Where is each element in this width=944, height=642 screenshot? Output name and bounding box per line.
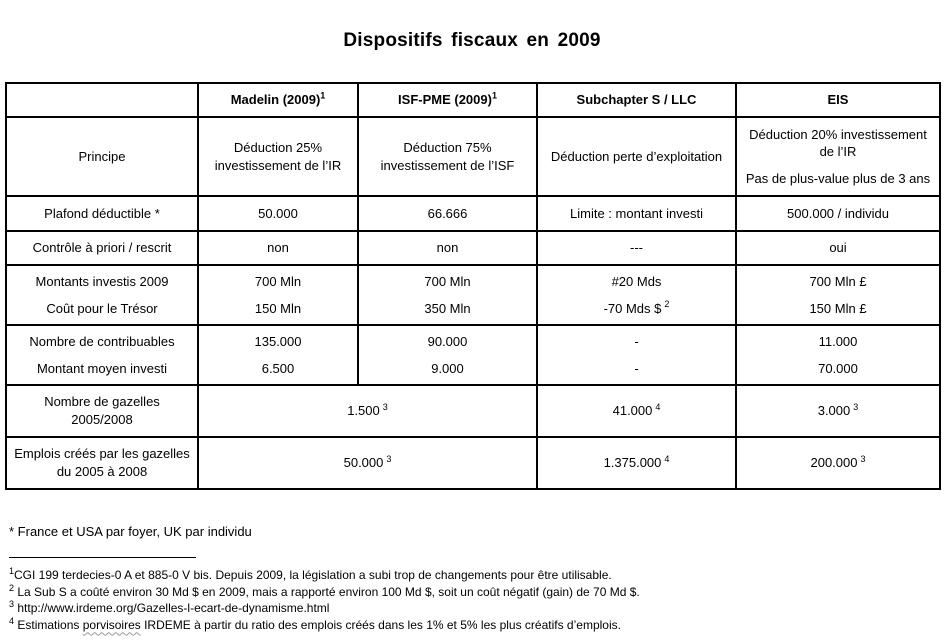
- cell-controle-eis: oui: [736, 231, 940, 265]
- value-text: 41.000: [612, 403, 653, 419]
- value-line: -: [634, 360, 639, 376]
- label-nombre-contribuables: Nombre de contribuables: [29, 333, 175, 349]
- row-label-contribuables: [6, 325, 198, 385]
- value-line: 150 Mln £: [809, 300, 867, 316]
- cell-gazelles-subchapter: [537, 385, 736, 437]
- value-line: #20 Mds: [611, 273, 662, 289]
- cell-plafond-subchapter: Limite : montant investi: [537, 196, 736, 231]
- footnote-ref-3: 3: [386, 453, 392, 464]
- footnote-ref-2: 2: [664, 299, 670, 310]
- row-emplois: [6, 437, 940, 489]
- footnote-ref-1: 1: [491, 90, 497, 101]
- cell-controle-subchapter: ---: [537, 231, 736, 265]
- value-line: 700 Mln £: [809, 273, 867, 289]
- value-text: 50.000: [343, 455, 384, 471]
- cell-principe-eis: [736, 117, 940, 196]
- value-line: -: [634, 333, 639, 349]
- label-gazelles-line1: Nombre de gazelles: [44, 394, 160, 410]
- value-line: 9.000: [431, 360, 464, 376]
- value-line: 350 Mln: [424, 300, 471, 316]
- footnote-3: [9, 600, 944, 617]
- value-line: 700 Mln: [424, 273, 471, 289]
- principe-eis-line1: Déduction 20% investissement de l’IR: [749, 126, 927, 160]
- footer: [9, 524, 944, 633]
- cell-montants-subchapter: [537, 265, 736, 325]
- row-label-montants: [6, 265, 198, 325]
- label-cout-tresor: Coût pour le Trésor: [46, 300, 158, 316]
- value-line: 150 Mln: [254, 300, 302, 316]
- cell-gazelles-eis: [736, 385, 940, 437]
- footnote-ref-3: 3: [860, 453, 866, 464]
- footnote-4-text-post: IRDEME à partir du ratio des emplois créés dans les 1% et 5% les plus créatifs d’emplois.: [140, 617, 621, 632]
- header-cell-madelin: [198, 83, 358, 117]
- cell-controle-isf-pme: non: [358, 231, 537, 265]
- header-isf-pme-label: ISF-PME (2009): [398, 92, 492, 108]
- cell-plafond-eis: 500.000 / individu: [736, 196, 940, 231]
- footnote-3-url-text: http://www.irdeme.org/Gazelles-l-ecart-de-dynamisme.html: [14, 601, 330, 615]
- cell-montants-madelin: [198, 265, 358, 325]
- value-text: 1.375.000: [603, 455, 662, 471]
- cell-principe-isf-pme: Déduction 75% investissement de l’ISF: [358, 117, 537, 196]
- footnote-ref-4: 4: [664, 453, 670, 464]
- value-text: -70 Mds $: [603, 300, 662, 316]
- page-title: Dispositifs fiscaux en 2009: [343, 30, 601, 51]
- footnote-1: [9, 567, 944, 584]
- footnote-ref-1: 1: [320, 90, 326, 101]
- cell-principe-subchapter: Déduction perte d’exploitation: [537, 117, 736, 196]
- footnote-2: [9, 584, 944, 601]
- row-label-principe: Principe: [6, 117, 198, 196]
- cell-principe-madelin: Déduction 25% investissement de l’IR: [198, 117, 358, 196]
- fiscal-comparison-table: [5, 82, 941, 490]
- label-emplois-line2: du 2005 à 2008: [56, 464, 148, 479]
- cell-emplois-subchapter: [537, 437, 736, 489]
- value-line: 11.000: [818, 333, 858, 349]
- cell-contrib-madelin: [198, 325, 358, 385]
- value-text: 200.000: [810, 455, 858, 471]
- footnote-4-marker: 4: [9, 615, 15, 626]
- principe-eis-line2: Pas de plus-value plus de 3 ans: [745, 170, 931, 186]
- footnote-ref-4: 4: [655, 401, 661, 412]
- row-label-controle: Contrôle à priori / rescrit: [6, 231, 198, 265]
- label-montant-moyen: Montant moyen investi: [36, 360, 168, 376]
- row-label-emplois: [6, 437, 198, 489]
- row-contribuables: [6, 325, 940, 385]
- row-controle: [6, 231, 940, 265]
- value-line: 135.000: [254, 333, 302, 349]
- cell-contrib-isf-pme: [358, 325, 537, 385]
- cell-gazelles-merged: [198, 385, 537, 437]
- cell-montants-eis: [736, 265, 940, 325]
- value-text: 3.000: [817, 403, 851, 419]
- cell-montants-isf-pme: [358, 265, 537, 325]
- row-montants: [6, 265, 940, 325]
- footnote-4: [9, 617, 944, 634]
- footnote-2-text: La Sub S a coûté environ 30 Md $ en 2009, mais a rapporté environ 100 Md $, soit un coût négatif (gain) de 70 Md $.: [14, 584, 640, 599]
- cell-controle-madelin: non: [198, 231, 358, 265]
- header-empty-cell: [6, 83, 198, 117]
- value-line: [542, 300, 731, 318]
- value-line: 90.000: [427, 333, 468, 349]
- asterisk-note: * France et USA par foyer, UK par individu: [9, 524, 252, 539]
- footnote-ref-3: 3: [853, 401, 859, 412]
- label-gazelles-line2: 2005/2008: [71, 412, 133, 427]
- header-madelin-label: Madelin (2009): [230, 92, 321, 108]
- header-cell-subchapter: Subchapter S / LLC: [537, 83, 736, 117]
- footnote-ref-3: 3: [382, 401, 388, 412]
- label-montants-investis: Montants investis 2009: [35, 273, 169, 289]
- value-line: 6.500: [261, 360, 295, 376]
- cell-emplois-eis: [736, 437, 940, 489]
- table-header-row: [6, 83, 940, 117]
- footnote-2-marker: 2: [9, 582, 15, 593]
- footnote-divider: [9, 557, 196, 558]
- footnote-4-text-pre: Estimations: [14, 617, 83, 632]
- cell-plafond-isf-pme: 66.666: [358, 196, 537, 231]
- value-line: 700 Mln: [254, 273, 302, 289]
- row-principe: [6, 117, 940, 196]
- row-gazelles: [6, 385, 940, 437]
- header-cell-eis: EIS: [736, 83, 940, 117]
- row-label-plafond: Plafond déductible *: [6, 196, 198, 231]
- row-plafond: [6, 196, 940, 231]
- value-line: 70.000: [818, 360, 858, 376]
- cell-plafond-madelin: 50.000: [198, 196, 358, 231]
- footnote-3-marker: 3: [9, 599, 15, 609]
- footnote-1-marker: 1: [9, 566, 15, 576]
- value-text: 1.500: [347, 403, 380, 419]
- row-label-gazelles: [6, 385, 198, 437]
- footnotes-block: [9, 567, 944, 633]
- footnote-4-misspelled-word: porvisoires: [82, 617, 141, 632]
- cell-emplois-merged: [198, 437, 537, 489]
- label-emplois-line1: Emplois créés par les gazelles: [14, 446, 190, 462]
- header-cell-isf-pme: [358, 83, 537, 117]
- cell-contrib-eis: [736, 325, 940, 385]
- cell-contrib-subchapter: [537, 325, 736, 385]
- footnote-1-text: CGI 199 terdecies-0 A et 885-0 V bis. Depuis 2009, la législation a subi trop de changements pour être utilisable.: [14, 568, 612, 582]
